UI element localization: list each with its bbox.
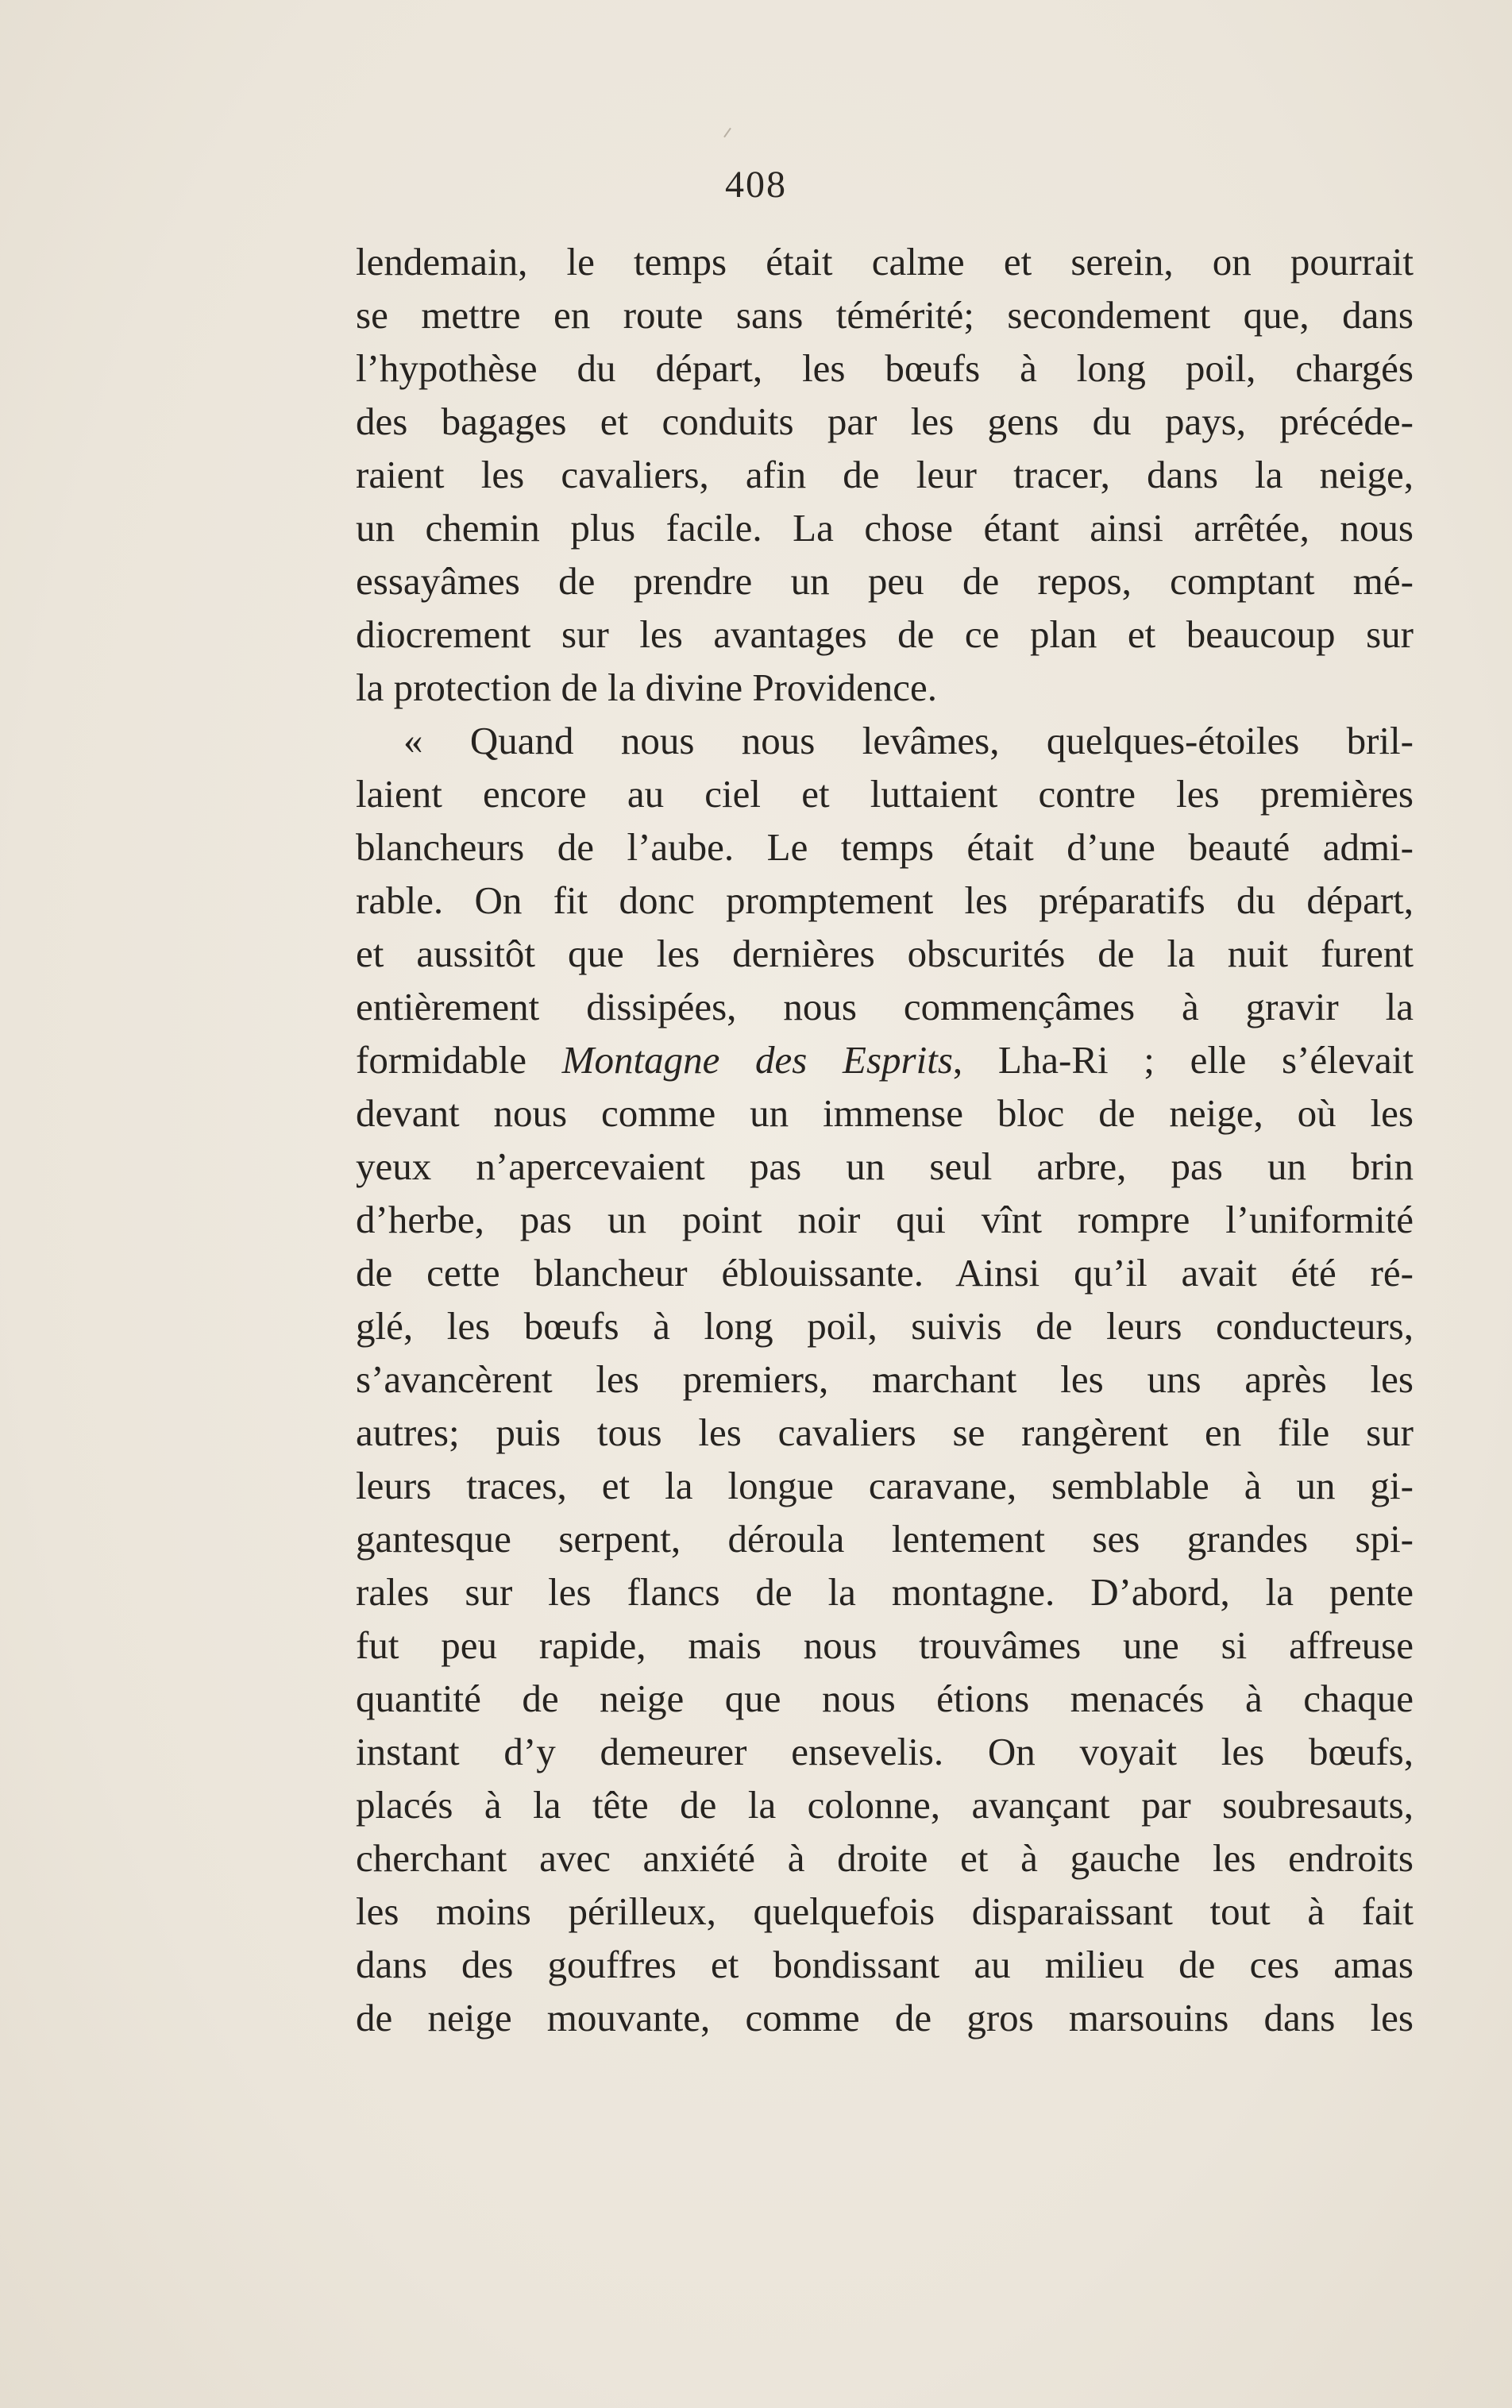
text-line: fut peu rapide, mais nous trouvâmes une si affreuse bbox=[356, 1623, 1414, 1667]
text-line: rales sur les flancs de la montagne. D’abord, la pente bbox=[356, 1570, 1414, 1614]
text-line: yeux n’apercevaient pas un seul arbre, pas un brin bbox=[356, 1144, 1414, 1188]
text-line: d’herbe, pas un point noir qui vînt rompre l’uniformité bbox=[356, 1198, 1414, 1241]
text-line: lendemain, le temps était calme et serein, on pourrait bbox=[356, 240, 1414, 284]
text-line: s’avancèrent les premiers, marchant les uns après les bbox=[356, 1357, 1414, 1401]
text-line: leurs traces, et la longue caravane, semblable à un gi- bbox=[356, 1464, 1414, 1507]
text-line: de cette blancheur éblouissante. Ainsi qu’il avait été ré- bbox=[356, 1251, 1414, 1295]
italic-title: Montagne des Esprits bbox=[561, 1038, 953, 1082]
text-line: raient les cavaliers, afin de leur tracer, dans la neige, bbox=[356, 453, 1414, 496]
text-line: la protection de la divine Providence. bbox=[356, 666, 938, 709]
text-line: rable. On fit donc promptement les préparatifs du départ, bbox=[356, 878, 1414, 922]
text-line: un chemin plus facile. La chose étant ainsi arrêtée, nous bbox=[356, 506, 1414, 550]
text-line: quantité de neige que nous étions menacés à chaque bbox=[356, 1677, 1414, 1720]
text-line: diocrement sur les avantages de ce plan et beaucoup sur bbox=[356, 612, 1414, 656]
page-number: 408 bbox=[725, 164, 787, 206]
text-line: essayâmes de prendre un peu de repos, comptant mé- bbox=[356, 559, 1414, 603]
text-line: l’hypothèse du départ, les bœufs à long poil, chargés bbox=[356, 346, 1414, 390]
text-line: devant nous comme un immense bloc de neige, où les bbox=[356, 1091, 1414, 1135]
text-line: et aussitôt que les dernières obscurités de la nuit furent bbox=[356, 932, 1414, 975]
text-line: blancheurs de l’aube. Le temps était d’une beauté admi- bbox=[356, 825, 1414, 869]
text-line: autres; puis tous les cavaliers se rangèrent en file sur bbox=[356, 1410, 1414, 1454]
text-line: entièrement dissipées, nous commençâmes à gravir la bbox=[356, 985, 1414, 1028]
text-line: les moins périlleux, quelquefois disparaissant tout à fait bbox=[356, 1889, 1414, 1933]
paper-mark bbox=[723, 128, 731, 138]
text-line: placés à la tête de la colonne, avançant par soubresauts, bbox=[356, 1783, 1414, 1827]
text-line: gantesque serpent, déroula lentement ses grandes spi- bbox=[356, 1517, 1414, 1561]
text-line: laient encore au ciel et luttaient contre les premières bbox=[356, 772, 1414, 816]
text-line: glé, les bœufs à long poil, suivis de leurs conducteurs, bbox=[356, 1304, 1414, 1348]
text-line: formidable Montagne des Esprits, Lha-Ri ; elle s’élevait bbox=[356, 1038, 1414, 1082]
text-line: des bagages et conduits par les gens du pays, précéde- bbox=[356, 399, 1414, 443]
body-text bbox=[356, 235, 1414, 2044]
text-line: cherchant avec anxiété à droite et à gauche les endroits bbox=[356, 1836, 1414, 1880]
text-line: instant d’y demeurer ensevelis. On voyait les bœufs, bbox=[356, 1730, 1414, 1773]
text-line: de neige mouvante, comme de gros marsouins dans les bbox=[356, 1996, 1414, 2039]
text-line: « Quand nous nous levâmes, quelques-étoiles bril- bbox=[403, 719, 1414, 762]
text-line: dans des gouffres et bondissant au milieu de ces amas bbox=[356, 1943, 1414, 1986]
text-line: se mettre en route sans témérité; secondement que, dans bbox=[356, 293, 1414, 337]
